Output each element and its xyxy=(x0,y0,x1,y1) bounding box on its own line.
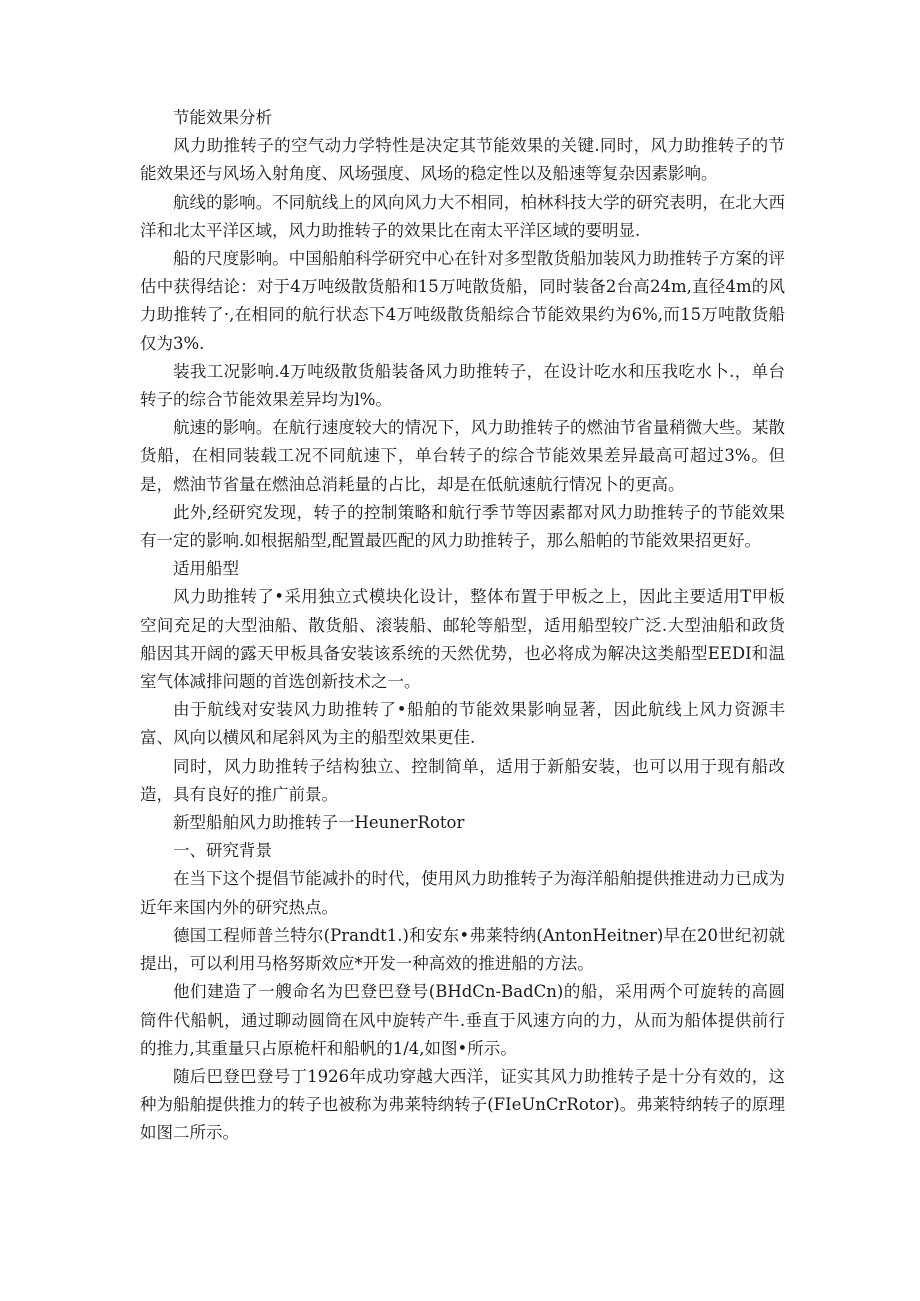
paragraph-baden-baden: 他们建造了一艘命名为巴登巴登号(BHdCn-BadCn)的船，采用两个可旋转的高圆筒件代船帆，通过聊动圆筒在风中旋转产牛.垂直于风速方向的力，从而为船体提供前行的推力,其重量只占原桅杆和船帆的1/4,如图•所示。 xyxy=(140,982,785,1058)
section-heading-research-background: 一、研究背景 xyxy=(173,841,272,861)
document-page xyxy=(140,104,785,1148)
paragraph-modular-design: 风力助推转了•采用独立式模块化设计，整体布置于甲板之上，因此主要适用T甲板空间充足的大型油船、散货船、滚装船、邮轮等船型，适用船型较广泛.大型油船和政货船因其开阔的露天甲板具备安装该系统的天然优势，也必将成为解决这类船型EEDI和温室气体减排问题的首选创新技术之一。 xyxy=(140,587,785,692)
paragraph-loading-condition: 装我工况影响.4万吨级散货船装备风力助推转子，在设计吃水和压我吃水卜.，单台转子的综合节能效果差异均为l%。 xyxy=(140,361,785,410)
paragraph-research-hotspot: 在当下这个提倡节能减扑的时代，使用风力助推转子为海洋船舶提供推进动力已成为近年来国内外的研究热点。 xyxy=(140,869,785,917)
paragraph-prandtl-flettner: 德国工程师普兰特尔(Prandt1.)和安东•弗莱特纳(AntonHeitner)早在20世纪初就提出，可以利用马格努斯效应*开发一种高效的推进船的方法。 xyxy=(140,925,785,974)
section-heading-heuner-rotor: 新型船舶风力助推转子一HeunerRotor xyxy=(173,813,465,833)
paragraph-atlantic-crossing: 随后巴登巴登号丁1926年成功穿越大西洋，证实其风力助推转子是十分有效的，这种为船舶提供推力的转子也被称为弗莱特纳转子(FIeUnCrRotor)。弗莱特纳转子的原理如图二所示。 xyxy=(140,1066,785,1143)
section-heading-applicable-ships: 适用船型 xyxy=(173,559,239,579)
paragraph-route-influence: 航线的影响。不同航线上的风向风力大不相同，柏林科技大学的研究表明，在北大西洋和北太平洋区域，风力助推转子的效果比在南太平洋区域的要明显. xyxy=(140,192,785,240)
paragraph-retrofit: 同时，风力助推转子结构独立、控制简单，适用于新船安装，也可以用于现有船改造，具有良好的推广前景。 xyxy=(140,756,785,804)
paragraph-ship-scale: 船的尺度影响。中国船舶科学研究中心在针对多型散货船加装风力助推转子方案的评估中获得结论：对于4万吨级散货船和15万吨散货船，同时装备2台高24m,直径4m的风力助推转了·,在相同的航行状态下4万吨级散货船综合节能效果约为6%,而15万吨散货船仅为3%. xyxy=(140,249,785,353)
paragraph-aerodynamics: 风力助推转子的空气动力学特性是决定其节能效果的关键.同时，风力助推转子的节能效果还与风场入射角度、风场强度、风场的稳定性以及船速等复杂因素影响。 xyxy=(140,136,785,184)
section-heading-energy-saving: 节能效果分析 xyxy=(173,108,272,127)
paragraph-other-factors: 此外,经研究发现，转子的控制策略和航行季节等因素都对风力助推转子的节能效果有一定的影响.如根据船型,配置最匹配的风力助推转子，那么船帕的节能效果招更好。 xyxy=(140,502,785,551)
paragraph-speed-influence: 航速的影响。在航行速度较大的情况下，风力助推转子的燃油节省量稍微大些。某散货船，在相同装载工况不同航速下，单台转子的综合节能效果差异最高可超过3%。但是，燃油节省量在燃油总消耗量的占比，却是在低航速航行情况卜的更高。 xyxy=(140,418,785,494)
paragraph-route-effect: 由于航线对安装风力助推转了•船舶的节能效果影响显著，因此航线上风力资源丰富、风向以横风和尾斜风为主的船型效果更佳. xyxy=(140,700,785,748)
